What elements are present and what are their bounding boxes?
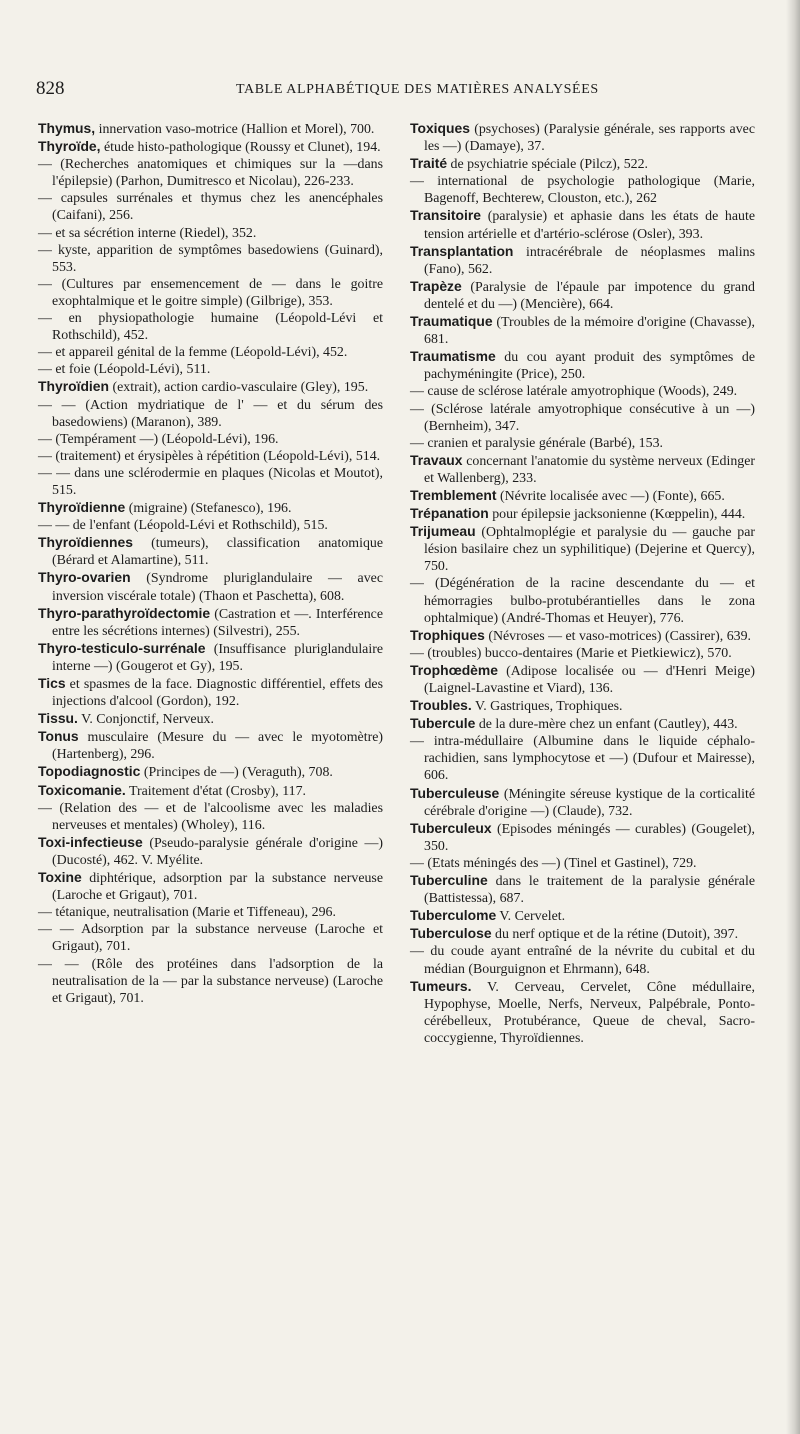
index-entry: [38, 904, 383, 921]
entry-text: — — dans une sclérodermie en plaques (Nicolas et Moutot), 515.: [38, 465, 383, 498]
index-entry: [410, 645, 755, 662]
index-entry: [410, 155, 755, 173]
entry-text: (Paralysie de l'épaule par impotence du grand dentelé et du —) (Mencière), 664.: [424, 279, 755, 312]
index-entry: [38, 569, 383, 604]
entry-text: — kyste, apparition de symptômes basedowiens (Guinard), 553.: [38, 242, 383, 275]
entry-text: concernant l'anatomie du système nerveux (Edinger et Wallenberg), 233.: [424, 453, 755, 486]
entry-text: (Névrite localisée avec —) (Fonte), 665.: [496, 488, 725, 504]
index-entry: [410, 855, 755, 872]
entry-text: V. Conjonctif, Nerveux.: [77, 712, 214, 728]
index-entry: [38, 242, 383, 276]
entry-headword: Trapèze: [410, 277, 462, 294]
entry-text: (psychoses) (Paralysie générale, ses rapports avec les —) (Damaye), 37.: [424, 122, 755, 155]
index-entry: [410, 697, 755, 715]
entry-text: — intra-médullaire (Albumine dans le liquide céphalo-rachidien, sans lymphocytose et —) (Dufour et Mairesse), 606.: [410, 734, 755, 784]
left-column: [38, 120, 383, 1007]
entry-headword: Toxiques: [410, 120, 470, 136]
index-entry: [410, 435, 755, 452]
index-entry: [38, 156, 383, 190]
index-entry: [38, 728, 383, 763]
index-entry: [38, 605, 383, 640]
entry-headword: Traumatisme: [410, 348, 496, 365]
entry-headword: Transplantation: [410, 242, 514, 259]
index-entry: [38, 361, 383, 378]
index-entry: [38, 800, 383, 834]
entry-headword: Tremblement: [410, 486, 497, 503]
running-title: TABLE ALPHABÉTIQUE DES MATIÈRES ANALYSÉES: [236, 82, 599, 97]
entry-headword: Toxine: [38, 869, 82, 886]
entry-text: — tétanique, neutralisation (Marie et Tiffeneau), 296.: [38, 905, 336, 921]
entry-text: — (Tempérament —) (Léopold-Lévi), 196.: [38, 431, 279, 447]
index-entry: [38, 431, 383, 448]
index-entry: [38, 276, 383, 310]
entry-text: innervation vaso-motrice (Hallion et Morel), 700.: [95, 122, 375, 137]
entry-text: pour épilepsie jacksonienne (Kœppelin), 444.: [488, 507, 746, 523]
index-entry: [410, 207, 755, 242]
entry-text: — (Dégénération de la racine descendante du — et hémorragies bulbo-protubérantielles dans le zona ophtalmique) (André-Thomas et Heuyer), 776.: [410, 576, 755, 626]
entry-text: — (Sclérose latérale amyotrophique consécutive à un —) (Bernheim), 347.: [410, 401, 755, 434]
index-entry: [38, 310, 383, 344]
entry-text: Traitement d'état (Crosby), 117.: [125, 783, 306, 799]
entry-text: diphtérique, adsorption par la substance nerveuse (Laroche et Grigaut), 701.: [52, 871, 383, 904]
entry-text: de psychiatrie spéciale (Pilcz), 522.: [447, 157, 649, 173]
entry-text: — (Etats méningés des —) (Tinel et Gastinel), 729.: [410, 855, 697, 871]
entry-headword: Thyro-testiculo-surrénale: [38, 639, 206, 656]
entry-headword: Thyro-parathyroïdectomie: [38, 604, 211, 621]
index-entry: [38, 448, 383, 465]
index-entry: [38, 225, 383, 242]
index-entry: [38, 710, 383, 728]
entry-headword: Topodiagnostic: [38, 763, 141, 780]
index-entry: [38, 499, 383, 517]
entry-text: — (Recherches anatomiques et chimiques sur la —dans l'épilepsie) (Parhon, Dumitresco et Nicolau), 226-233.: [38, 157, 383, 190]
entry-text: — cause de sclérose latérale amyotrophique (Woods), 249.: [410, 384, 738, 400]
index-entry: [410, 978, 755, 1047]
entry-text: (Syndrome pluriglandulaire — avec inversion viscérale totale) (Thaon et Paschetta), 608.: [52, 571, 383, 604]
entry-headword: Thyro-ovarien: [38, 569, 131, 586]
index-entry: [410, 627, 755, 645]
entry-text: (Pseudo-paralysie générale d'origine —) (Ducosté), 462. V. Myélite.: [52, 835, 383, 868]
index-entry: [410, 120, 755, 155]
entry-text: étude histo-pathologique (Roussy et Clunet), 194.: [100, 140, 381, 156]
entry-headword: Toxicomanie.: [38, 781, 126, 798]
index-entry: [38, 782, 383, 800]
entry-text: (Ophtalmoplégie et paralysie du — gauche par lésion basilaire chez un syphilitique) (Dejerine et Quercy), 750.: [424, 525, 755, 575]
index-entry: [38, 921, 383, 955]
entry-text: — et sa sécrétion interne (Riedel), 352.: [38, 225, 257, 241]
entry-text: — international de psychologie pathologique (Marie, Bagenoff, Bechterew, Clouston, etc.), 262: [410, 174, 755, 207]
entry-headword: Toxi-infectieuse: [38, 833, 143, 850]
index-entry: [410, 820, 755, 855]
entry-headword: Tonus: [38, 728, 79, 745]
index-entry: [38, 344, 383, 361]
entry-headword: Trophœdème: [410, 661, 498, 678]
index-entry: [410, 733, 755, 784]
entry-text: V. Cerveau, Cervelet, Cône médullaire, Hypophyse, Moelle, Nerfs, Nerveux, Palpébrale, Ponto-cérébelleux, Protubérance, Queue de cheval, Sacro-coccygienne, Thyroïdiennes.: [424, 979, 755, 1046]
index-entry: [38, 956, 383, 1007]
index-entry: [38, 517, 383, 534]
index-entry: [38, 834, 383, 869]
entry-text: (Principes de —) (Veraguth), 708.: [140, 765, 333, 781]
entry-headword: Thyroïde,: [38, 138, 101, 155]
index-entry: [410, 662, 755, 697]
index-entry: [410, 278, 755, 313]
index-entry: [38, 190, 383, 224]
entry-text: dans le traitement de la paralysie générale (Battistessa), 687.: [424, 874, 755, 907]
entry-headword: Travaux: [410, 451, 463, 468]
entry-headword: Trophiques: [410, 626, 485, 643]
entry-text: du nerf optique et de la rétine (Dutoit), 397.: [491, 927, 739, 943]
entry-text: (Castration et —. Interférence entre les sécrétions internes) (Silvestri), 255.: [52, 606, 383, 639]
index-entry: [410, 575, 755, 626]
entry-headword: Thyroïdienne: [38, 499, 126, 516]
index-entry: [38, 675, 383, 710]
index-entry: [410, 348, 755, 383]
entry-headword: Troubles.: [410, 697, 472, 714]
entry-headword: Trijumeau: [410, 523, 476, 540]
entry-text: intracérébrale de néoplasmes malins (Fano), 562.: [424, 244, 755, 277]
entry-text: (Méningite séreuse kystique de la corticalité cérébrale d'origine —) (Claude), 732.: [424, 786, 755, 819]
entry-text: — — Adsorption par la substance nerveuse (Laroche et Grigaut), 701.: [38, 922, 383, 955]
entry-headword: Tumeurs.: [410, 977, 472, 994]
entry-headword: Tuberculose: [410, 925, 492, 942]
entry-text: — — de l'enfant (Léopold-Lévi et Rothschild), 515.: [38, 518, 328, 534]
page-header: [36, 78, 764, 102]
entry-text: — — (Action mydriatique de l' — et du sérum des basedowiens) (Maranon), 389.: [38, 397, 383, 430]
entry-text: — capsules surrénales et thymus chez les anencéphales (Caifani), 256.: [38, 191, 383, 224]
index-entry: [410, 907, 755, 925]
index-entry: [38, 378, 383, 396]
entry-text: de la dure-mère chez un enfant (Cautley), 443.: [475, 717, 738, 733]
entry-text: (Insuffisance pluriglandulaire interne —) (Gougerot et Gy), 195.: [52, 641, 383, 674]
index-entry: [410, 487, 755, 505]
entry-text: — et appareil génital de la femme (Léopold-Lévi), 452.: [38, 345, 348, 361]
index-entry: [38, 397, 383, 431]
index-entry: [410, 785, 755, 820]
index-entry: [38, 763, 383, 781]
entry-text: — (troubles) bucco-dentaires (Marie et Pietkiewicz), 570.: [410, 645, 732, 661]
entry-text: — (traitement) et érysipèles à répétition (Léopold-Lévi), 514.: [38, 448, 381, 464]
entry-headword: Tuberculine: [410, 872, 488, 889]
index-entry: [410, 523, 755, 575]
entry-headword: Tics: [38, 675, 66, 691]
index-entry: [410, 715, 755, 733]
index-entry: [410, 452, 755, 487]
entry-text: (extrait), action cardio-vasculaire (Gley), 195.: [109, 380, 369, 396]
index-entry: [38, 138, 383, 156]
index-entry: [410, 943, 755, 977]
entry-text: — (Relation des — et de l'alcoolisme avec les maladies nerveuses et mentales) (Wholey), 116.: [38, 800, 383, 833]
right-column: [410, 120, 755, 1047]
entry-text: (migraine) (Stefanesco), 196.: [125, 501, 292, 517]
index-entry: [410, 243, 755, 278]
entry-text: du cou ayant produit des symptômes de pachyméningite (Price), 250.: [424, 350, 755, 383]
entry-text: (Episodes méningés — curables) (Gougelet), 350.: [424, 821, 755, 854]
entry-text: (Troubles de la mémoire d'origine (Chavasse), 681.: [424, 315, 755, 348]
index-entry: [410, 383, 755, 400]
entry-text: — (Cultures par ensemencement de — dans le goitre exophtalmique et le goitre simple) (Gilbrige), 353.: [38, 276, 383, 309]
page-number: 828: [36, 78, 65, 99]
index-entry: [410, 505, 755, 523]
index-entry: [410, 401, 755, 435]
entry-headword: Traité: [410, 155, 448, 172]
entry-headword: Tubercule: [410, 715, 476, 732]
index-entry: [410, 313, 755, 348]
page-edge-shadow: [786, 0, 800, 1434]
index-entry: [38, 465, 383, 499]
entry-text: — du coude ayant entraîné de la névrite du cubital et du médian (Bourguignon et Ehrmann), 648.: [410, 944, 755, 977]
index-entry: [38, 869, 383, 904]
entry-text: musculaire (Mesure du — avec le myotomètre) (Hartenberg), 296.: [52, 730, 383, 763]
entry-headword: Tuberculeuse: [410, 784, 500, 801]
entry-headword: Transitoire: [410, 207, 482, 224]
entry-text: — et foie (Léopold-Lévi), 511.: [38, 362, 211, 378]
entry-headword: Thymus,: [38, 120, 96, 136]
entry-text: V. Gastriques, Trophiques.: [471, 699, 623, 715]
index-entry: [38, 120, 383, 138]
entry-headword: Thyroïdien: [38, 378, 109, 395]
entry-text: (paralysie) et aphasie dans les états de haute tension artérielle et d'artério-sclérose (Osler), 393.: [424, 209, 755, 242]
entry-headword: Traumatique: [410, 313, 493, 330]
index-entry: [410, 872, 755, 907]
entry-text: — — (Rôle des protéines dans l'adsorption de la neutralisation de la — par la substance nerveuse) (Laroche et Grigaut), 701.: [38, 956, 383, 1006]
entry-text: (Névroses — et vaso-motrices) (Cassirer), 639.: [484, 628, 752, 644]
index-entry: [38, 534, 383, 569]
entry-headword: Tuberculome: [410, 907, 497, 924]
entry-headword: Tuberculeux: [410, 819, 492, 836]
index-entry: [38, 640, 383, 675]
index-entry: [410, 925, 755, 943]
entry-headword: Trépanation: [410, 505, 489, 522]
entry-text: et spasmes de la face. Diagnostic différentiel, effets des injections d'alcool (Gordon), 192.: [52, 677, 383, 710]
entry-text: — cranien et paralysie générale (Barbé), 153.: [410, 435, 663, 451]
entry-headword: Tissu.: [38, 710, 78, 727]
entry-headword: Thyroïdiennes: [38, 534, 133, 551]
entry-text: (Adipose localisée ou — d'Henri Meige) (Laignel-Lavastine et Viard), 136.: [424, 663, 755, 696]
entry-text: (tumeurs), classification anatomique (Bérard et Alamartine), 511.: [52, 536, 383, 569]
index-entry: [410, 173, 755, 207]
entry-text: — en physiopathologie humaine (Léopold-Lévi et Rothschild), 452.: [38, 311, 383, 344]
entry-text: V. Cervelet.: [496, 909, 566, 925]
